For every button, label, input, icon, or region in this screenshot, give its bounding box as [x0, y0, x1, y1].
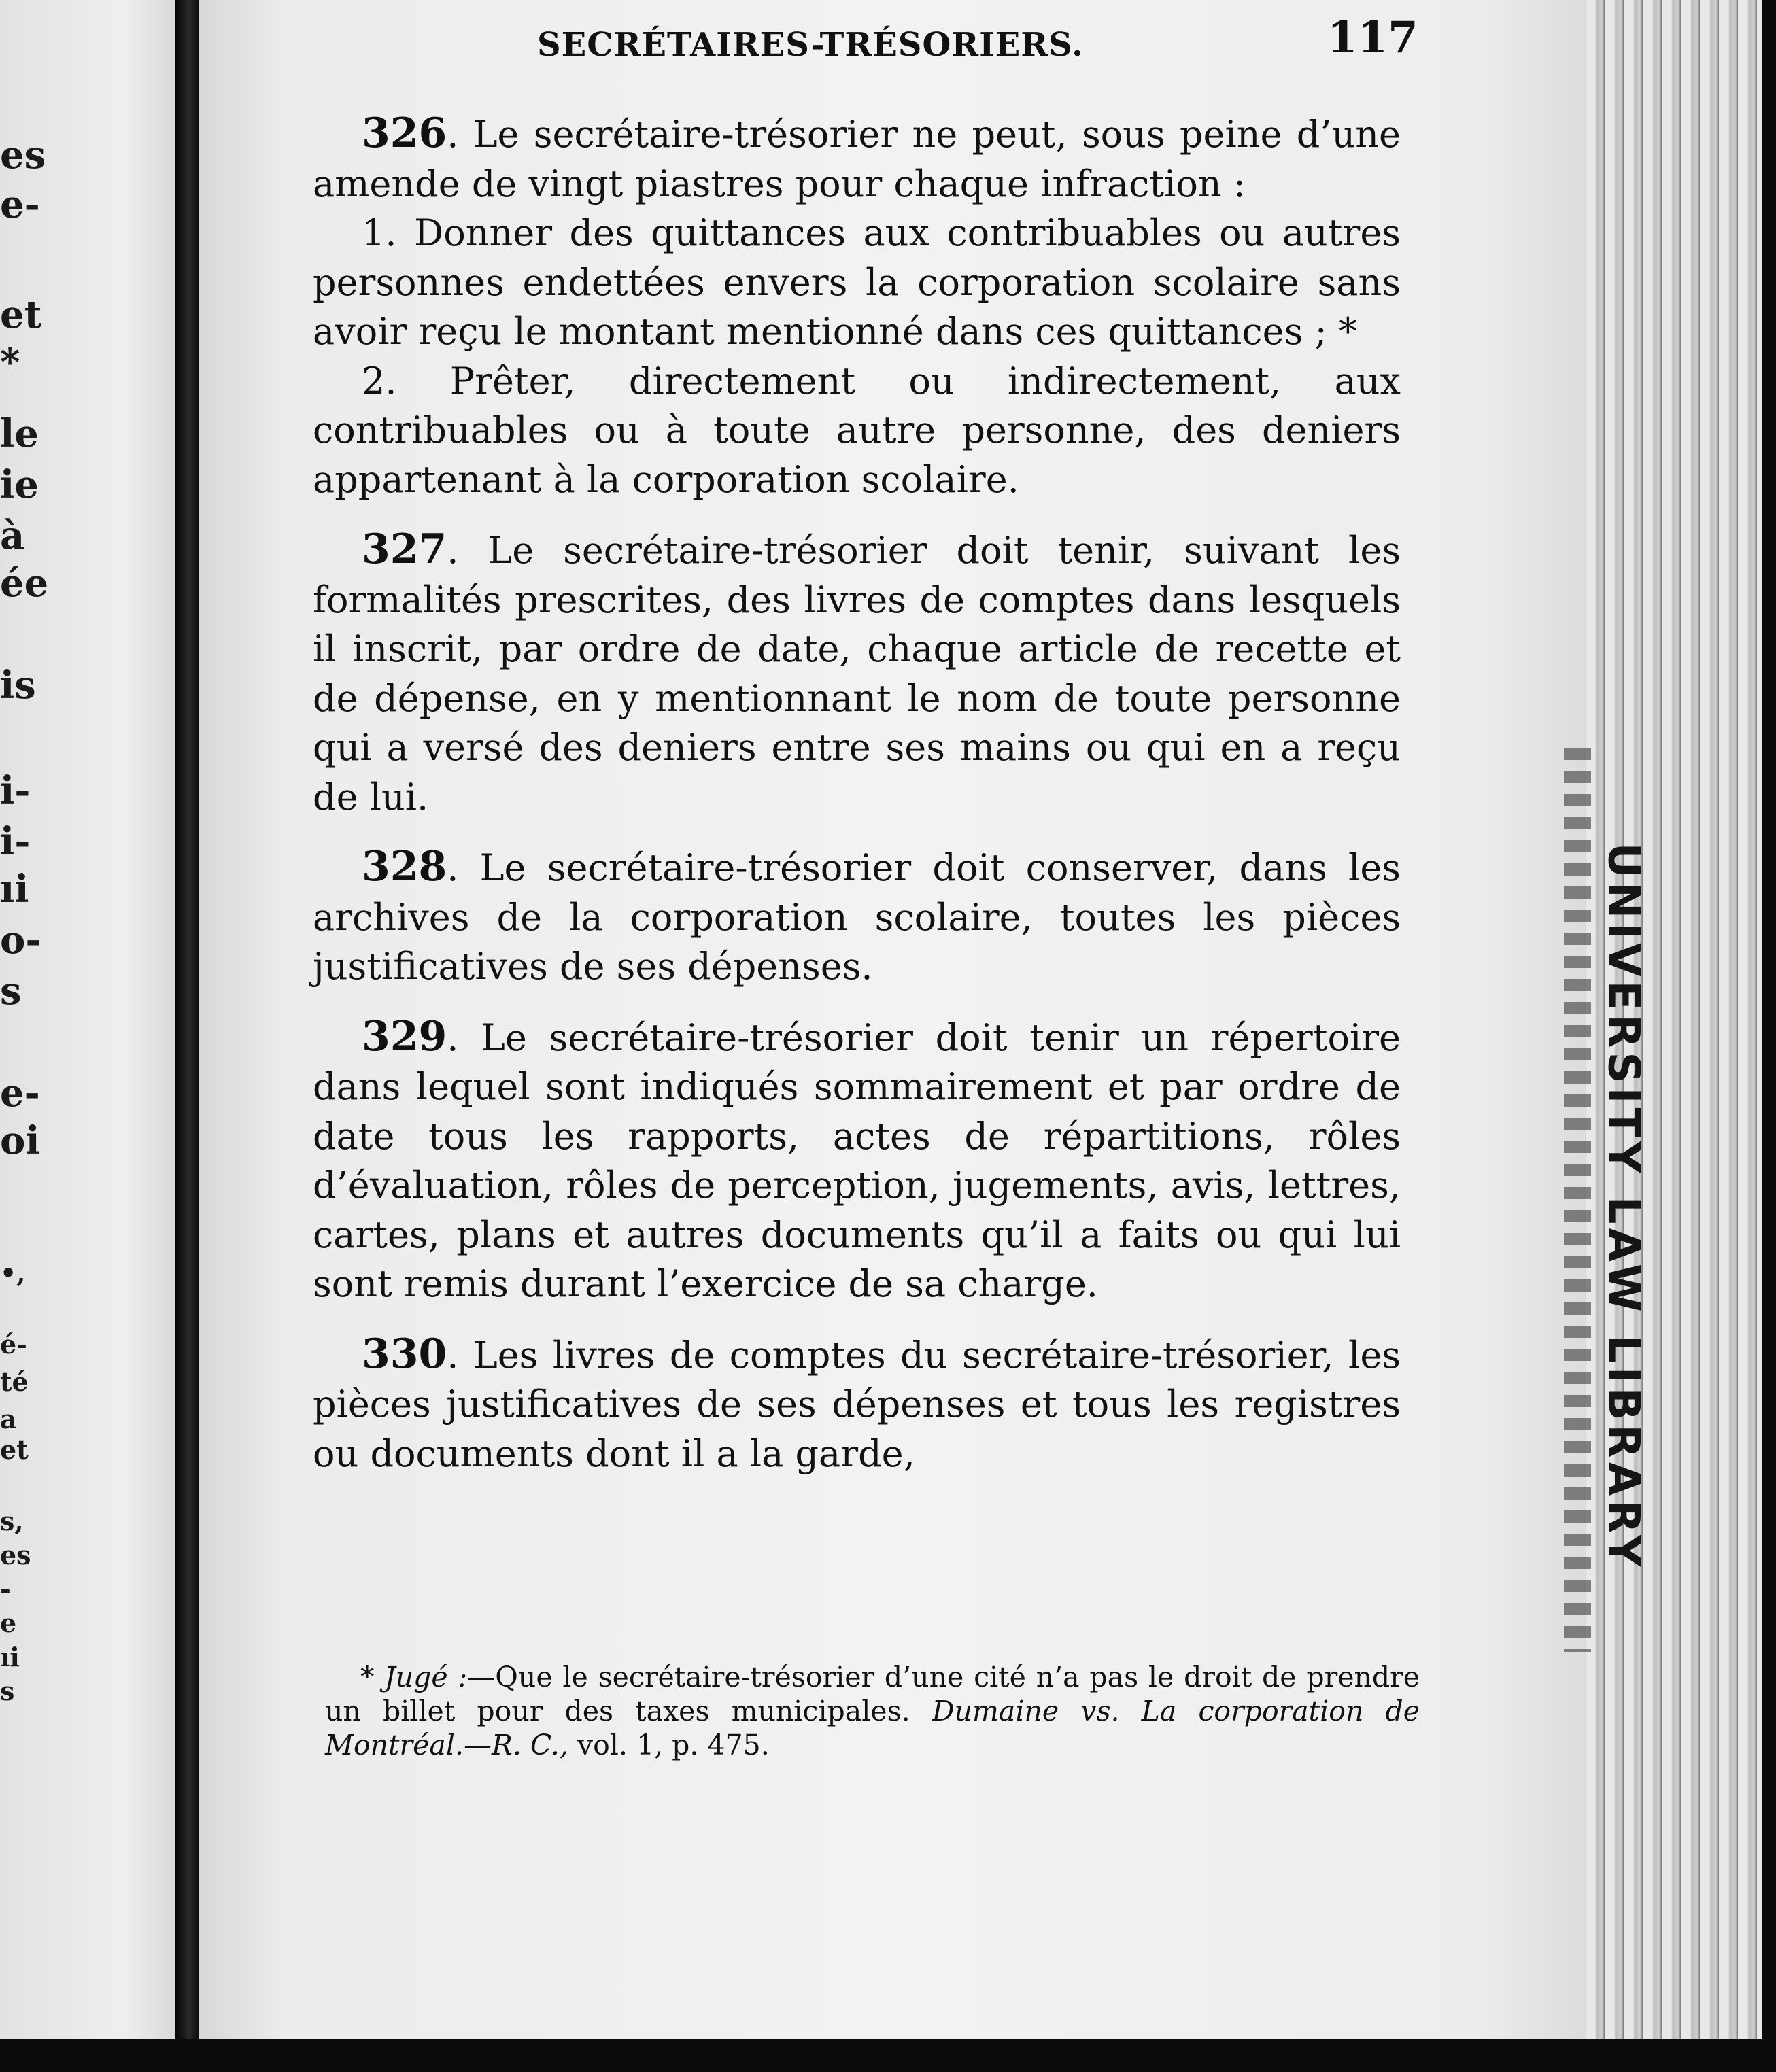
left-page-text-fragment: - [0, 1574, 11, 1604]
article-326-item-2: 2. Prêter, directement ou indirectement, aux contribuables ou à toute autre personne, des deniers appartenant à la corporation scolaire. [313, 359, 1401, 501]
article-text: . Les livres de comptes du secrétaire-trésorier, les pièces justificatives de ses dépenses et tous les registres ou documents dont il a la garde, [313, 1333, 1401, 1475]
page-edge-marks [1564, 748, 1591, 1652]
article-text: . Le secrétaire-trésorier doit tenir un répertoire dans lequel sont indiqués sommairement et par ordre de date tous les rapports, actes de répartitions, rôles d’évaluation, rôles de perception, jugements, avis, lettres, cartes, plans et autres documents qu’il a faits ou qui lui sont remis durant l’exercice de sa charge. [313, 1016, 1401, 1305]
article-330 [313, 1330, 1401, 1479]
left-page-text-fragment: oi [0, 1118, 40, 1163]
left-page-text-fragment: ıi [0, 1642, 20, 1672]
article-number: 330 [362, 1330, 447, 1378]
left-page-text-fragment: es [0, 133, 46, 177]
page-number: 117 [1327, 12, 1418, 63]
left-page-text-fragment: ie [0, 462, 39, 507]
article-number: 329 [362, 1012, 447, 1060]
left-page-text-fragment: e [0, 1608, 17, 1638]
left-page-text-fragment: i- [0, 768, 31, 813]
left-page-text-fragment: é- [0, 1329, 27, 1360]
article-329 [313, 1012, 1401, 1309]
left-page-text-fragment: o- [0, 918, 41, 963]
footnote [325, 1660, 1420, 1762]
article-number: 328 [362, 843, 447, 891]
footnote-citation: vol. 1, p. 475. [568, 1729, 770, 1761]
left-page-text-fragment: ıi [0, 867, 29, 912]
article-326 [313, 109, 1401, 209]
article-328 [313, 842, 1401, 992]
left-page-text-fragment: à [0, 513, 25, 558]
library-stamp [1592, 741, 1654, 1672]
running-header: SECRÉTAIRES-TRÉSORIERS. [537, 26, 1084, 64]
library-stamp-text: UNIVERSITY LAW LIBRARY [1598, 842, 1648, 1571]
page-body [313, 109, 1401, 1499]
left-page-text-fragment: s, [0, 1506, 24, 1536]
left-page-text-fragment: e- [0, 182, 40, 227]
footnote-text: —Que le secrétaire-trésorier d’une cité n’a pas le droit de prendre un billet pour des taxes municipales. [325, 1661, 1420, 1727]
left-page-text-fragment: et [0, 1434, 29, 1465]
facing-page-fragment [0, 0, 175, 2039]
left-page-text-fragment: té [0, 1366, 29, 1397]
left-page-text-fragment: ée [0, 561, 49, 606]
left-page-text-fragment: e- [0, 1071, 40, 1116]
article-327 [313, 525, 1401, 822]
footnote-case: Dumaine vs. La corporation de Montréal.—R. C., [325, 1695, 1420, 1761]
article-number: 326 [362, 109, 447, 157]
article-text: . Le secrétaire-trésorier doit tenir, suivant les formalités prescrites, des livres de comptes dans lesquels il inscrit, par ordre de date, chaque article de recette et de dépense, en y mentionnant le nom de toute personne qui a versé des deniers entre ses mains ou qui en a reçu de lui. [313, 529, 1401, 818]
left-page-text-fragment: s [0, 969, 22, 1014]
left-page-text-fragment: •, [0, 1258, 26, 1288]
book-gutter [175, 0, 199, 2039]
left-page-text-fragment: i- [0, 819, 31, 864]
left-page-text-fragment: * [0, 340, 20, 385]
left-page-text-fragment: et [0, 292, 42, 337]
footnote-marker: * [360, 1661, 385, 1693]
left-page-text-fragment: a [0, 1404, 17, 1434]
article-text: . Le secrétaire-trésorier doit conserver, dans les archives de la corporation scolaire, toutes les pièces justificatives de ses dépenses. [313, 846, 1401, 988]
left-page-text-fragment: is [0, 663, 36, 708]
left-page-text-fragment: le [0, 411, 39, 456]
footnote-lead: Jugé : [384, 1661, 468, 1693]
article-326-item-1: 1. Donner des quittances aux contribuables ou autres personnes endettées envers la corporation scolaire sans avoir reçu le montant mentionné dans ces quittances ; * [313, 211, 1401, 353]
left-page-text-fragment: es [0, 1540, 31, 1570]
left-page-text-fragment: s [0, 1676, 15, 1706]
article-number: 327 [362, 525, 447, 573]
article-text: . Le secrétaire-trésorier ne peut, sous peine d’une amende de vingt piastres pour chaque infraction : [313, 113, 1401, 205]
